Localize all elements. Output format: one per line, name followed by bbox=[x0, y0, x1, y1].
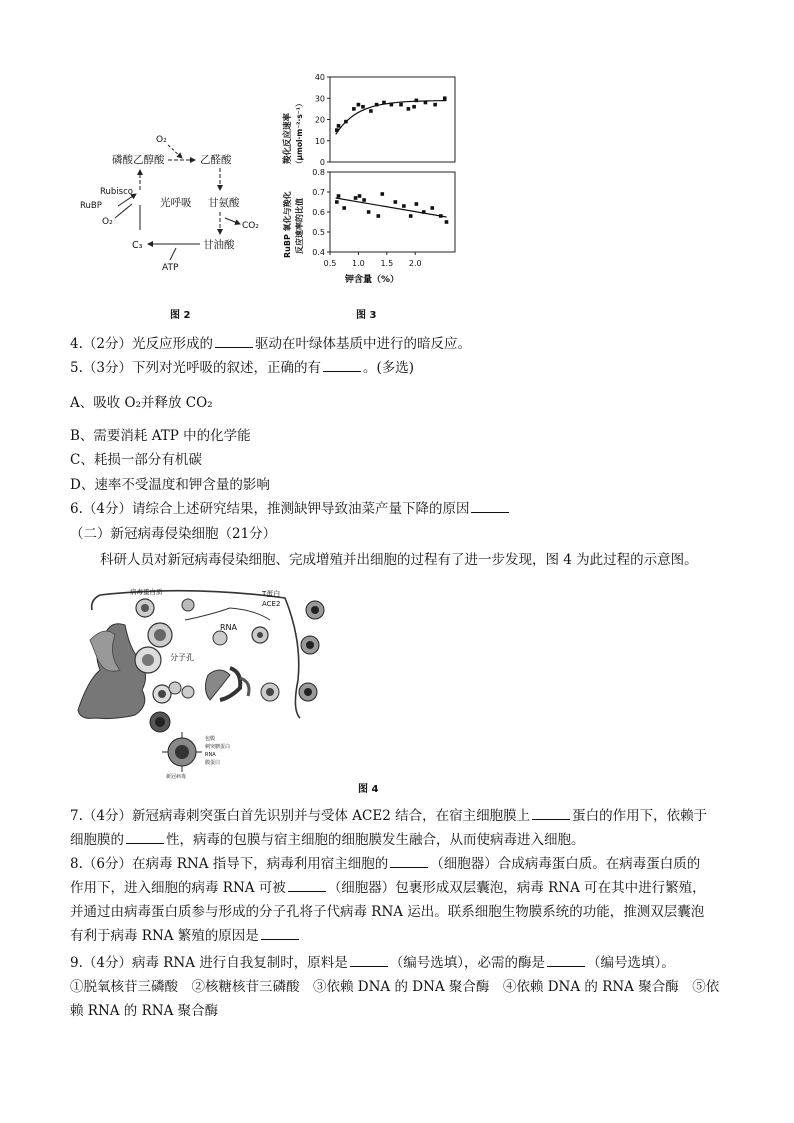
fig4-legend-4: 膜蛋白 bbox=[205, 760, 221, 766]
fig3-top-point bbox=[443, 96, 447, 100]
fig2-glyoxylate: 乙醛酸 bbox=[200, 154, 232, 166]
fig2-atp: ATP bbox=[162, 263, 179, 273]
question-8-line-4: 有利于病毒 RNA 繁殖的原因是 bbox=[70, 925, 301, 948]
figure-2-photorespiration-cycle bbox=[70, 120, 280, 280]
fig3-bottom-point bbox=[402, 204, 406, 208]
q7-answer-blank-1[interactable] bbox=[532, 805, 570, 820]
fig3-bottom-ytick-label: 0.4 bbox=[312, 248, 325, 257]
fig3-bottom-point bbox=[445, 220, 449, 224]
fig2-rubp: RuBP bbox=[80, 201, 102, 211]
figure-4-virus-infection-diagram bbox=[70, 580, 340, 780]
section-2-heading: （二）新冠病毒侵染细胞（21分） bbox=[70, 526, 277, 542]
fig3-xtick-label: 1.5 bbox=[380, 259, 394, 268]
fig3-bottom-point bbox=[415, 202, 419, 206]
fig3-xtick-label: 0.5 bbox=[323, 259, 337, 268]
figure-3-potassium-charts bbox=[280, 72, 460, 287]
fig2-rubisco: Rubisco bbox=[100, 187, 133, 197]
fig2-glycerate: 甘油酸 bbox=[203, 239, 235, 251]
option-c[interactable]: C、耗损一部分有机碳 bbox=[70, 452, 202, 468]
fig3-bottom-point bbox=[430, 206, 434, 210]
fig3-bottom-ytick-label: 0.7 bbox=[312, 188, 325, 197]
virion-outside-2 bbox=[301, 636, 319, 654]
fig3-top-ytick-label: 0 bbox=[319, 158, 325, 167]
fig4-legend-2: 刺突糖蛋白 bbox=[205, 744, 231, 750]
fig3-xtick-label: 2.0 bbox=[408, 259, 422, 268]
question-7-line-1: 7.（4分）新冠病毒刺突蛋白首先识别并与受体 ACE2 结合，在宿主细胞膜上 蛋白的作用下，依赖于 bbox=[70, 805, 707, 828]
q7-answer-blank-2[interactable] bbox=[126, 829, 164, 844]
section-2-intro: 科研人员对新冠病毒侵染细胞、完成增殖并出细胞的过程有了进一步发现，图 4 为此过程的示意图。 bbox=[100, 552, 698, 568]
fig3-bottom-point bbox=[362, 198, 366, 202]
fig2-c3: C₃ bbox=[132, 240, 143, 251]
fig3-bottom-point bbox=[409, 214, 413, 218]
q6-answer-blank[interactable] bbox=[471, 498, 509, 513]
fig2-center-label: 光呼吸 bbox=[160, 197, 192, 209]
fig3-top-point bbox=[361, 105, 365, 109]
q8-answer-blank-2[interactable] bbox=[288, 877, 326, 892]
fig3-bottom-ytick-label: 0.6 bbox=[312, 208, 325, 217]
fig3-bottom-point bbox=[354, 196, 358, 200]
fig4-legend-3: RNA bbox=[205, 752, 216, 758]
q5-answer-blank[interactable] bbox=[323, 357, 361, 372]
virion-outside-1 bbox=[306, 601, 324, 619]
fig3-top-ylabel-1: 羧化反应速率 bbox=[283, 112, 293, 164]
fig3-xtick-label: 1.0 bbox=[352, 259, 365, 268]
fig4-legend-1: 包膜 bbox=[205, 736, 216, 742]
fig3-bottom-ytick-label: 0.8 bbox=[312, 168, 325, 177]
option-b[interactable]: B、需要消耗 ATP 中的化学能 bbox=[70, 428, 251, 444]
fig4-spike-label: 病毒蛋白质 bbox=[130, 588, 163, 596]
question-9-line-1: 9.（4分）病毒 RNA 进行自我复制时，原料是 （编号选填），必需的酶是 （编号选填）。 bbox=[70, 952, 675, 975]
option-d[interactable]: D、速率不受温度和钾含量的影响 bbox=[70, 477, 270, 493]
fig2-phosphoglycolate: 磷酸乙醇酸 bbox=[112, 154, 165, 166]
fig3-bottom-trendline bbox=[336, 198, 447, 217]
fig3-top-point bbox=[433, 103, 437, 107]
fig3-bottom-point bbox=[337, 194, 341, 198]
fig4-legend-title: 新冠病毒 bbox=[166, 774, 187, 780]
fig3-top-point bbox=[352, 107, 356, 111]
question-5: 5.（3分）下列对光呼吸的叙述，正确的有 。(多选) bbox=[70, 357, 414, 380]
fig4-pore-label: 分子孔 bbox=[170, 653, 194, 662]
fig3-top-ytick-label: 20 bbox=[314, 115, 325, 125]
option-a[interactable]: A、吸收 O₂并释放 CO₂ bbox=[70, 395, 213, 411]
q4-answer-blank[interactable] bbox=[215, 333, 253, 348]
fig4-legend-virion bbox=[162, 732, 202, 772]
fig2-glycine: 甘氨酸 bbox=[208, 197, 240, 209]
fig3-top-point bbox=[337, 124, 341, 128]
fig3-bottom-ylabel-1: RuBP 氧化与羧化 bbox=[283, 191, 292, 258]
fig3-bottom-ytick-label: 0.5 bbox=[312, 228, 325, 237]
fig3-bottom-point bbox=[367, 210, 371, 214]
fig3-top-ylabel-2: （μmol·m⁻²·s⁻¹） bbox=[295, 99, 304, 168]
question-8-line-3: 并通过由病毒蛋白质参与形成的分子孔将子代病毒 RNA 运出。联系细胞生物膜系统的功能，推测双层囊泡 bbox=[70, 904, 705, 920]
figure-2-caption: 图 2 bbox=[170, 310, 191, 321]
fig3-bottom-point bbox=[376, 214, 380, 218]
fig3-top-point bbox=[412, 105, 416, 109]
virion-outside-3 bbox=[299, 683, 317, 701]
fig4-ace2-label: ACE2 bbox=[262, 600, 281, 608]
question-9-options-line-1: ①脱氧核苷三磷酸 ②核糖核苷三磷酸 ③依赖 DNA 的 DNA 聚合酶 ④依赖 DNA 的 RNA 聚合酶 ⑤依 bbox=[70, 979, 720, 995]
fig3-top-point bbox=[407, 107, 411, 111]
fig3-bottom-frame bbox=[330, 172, 455, 252]
figure-4-caption: 图 4 bbox=[358, 784, 379, 795]
question-8-line-2: 作用下，进入细胞的病毒 RNA 可被 （细胞器）包裹形成双层囊泡，病毒 RNA 可在其中进行繁殖， bbox=[70, 877, 706, 900]
figure-3-caption: 图 3 bbox=[356, 310, 377, 321]
fig3-bottom-point bbox=[335, 200, 339, 204]
fig3-bottom-point bbox=[342, 206, 346, 210]
question-4: 4.（2分）光反应形成的 驱动在叶绿体基质中进行的暗反应。 bbox=[70, 333, 471, 356]
fig3-xlabel: 钾含量（%） bbox=[345, 275, 400, 285]
fig2-o2-top: O₂ bbox=[156, 135, 167, 145]
fig3-bottom-point bbox=[380, 192, 384, 196]
q9-answer-blank-2[interactable] bbox=[547, 952, 585, 967]
fig4-rna-label: RNA bbox=[220, 623, 238, 632]
fig3-top-ytick-label: 30 bbox=[314, 94, 325, 104]
fig2-co2: CO₂ bbox=[242, 221, 259, 231]
q8-answer-blank-3[interactable] bbox=[261, 925, 299, 940]
question-9-options-line-2: 赖 RNA 的 RNA 聚合酶 bbox=[70, 1003, 219, 1019]
fig3-top-ytick-label: 40 bbox=[314, 73, 325, 82]
fig3-bottom-point bbox=[358, 194, 362, 198]
fig3-top-point bbox=[369, 109, 373, 113]
q9-answer-blank-1[interactable] bbox=[350, 952, 388, 967]
fig4-t-protein-label: T蛋白 bbox=[262, 590, 281, 598]
fig2-o2-left: O₂ bbox=[102, 217, 113, 227]
question-7-line-2: 细胞膜的 性，病毒的包膜与宿主细胞的细胞膜发生融合，从而使病毒进入细胞。 bbox=[70, 829, 585, 852]
question-6: 6.（4分）请综合上述研究结果，推测缺钾导致油菜产量下降的原因 bbox=[70, 498, 511, 521]
q8-answer-blank-1[interactable] bbox=[390, 853, 428, 868]
fig3-top-point bbox=[399, 103, 403, 107]
question-8-line-1: 8.（6分）在病毒 RNA 指导下，病毒利用宿主细胞的 （细胞器）合成病毒蛋白质。在病毒蛋白质的 bbox=[70, 853, 700, 876]
fig3-bottom-ylabel-2: 反应速率的比值 bbox=[295, 198, 304, 254]
fig3-top-ytick-label: 10 bbox=[314, 136, 325, 146]
fig3-bottom-point bbox=[394, 200, 398, 204]
fig3-top-point bbox=[357, 103, 361, 107]
